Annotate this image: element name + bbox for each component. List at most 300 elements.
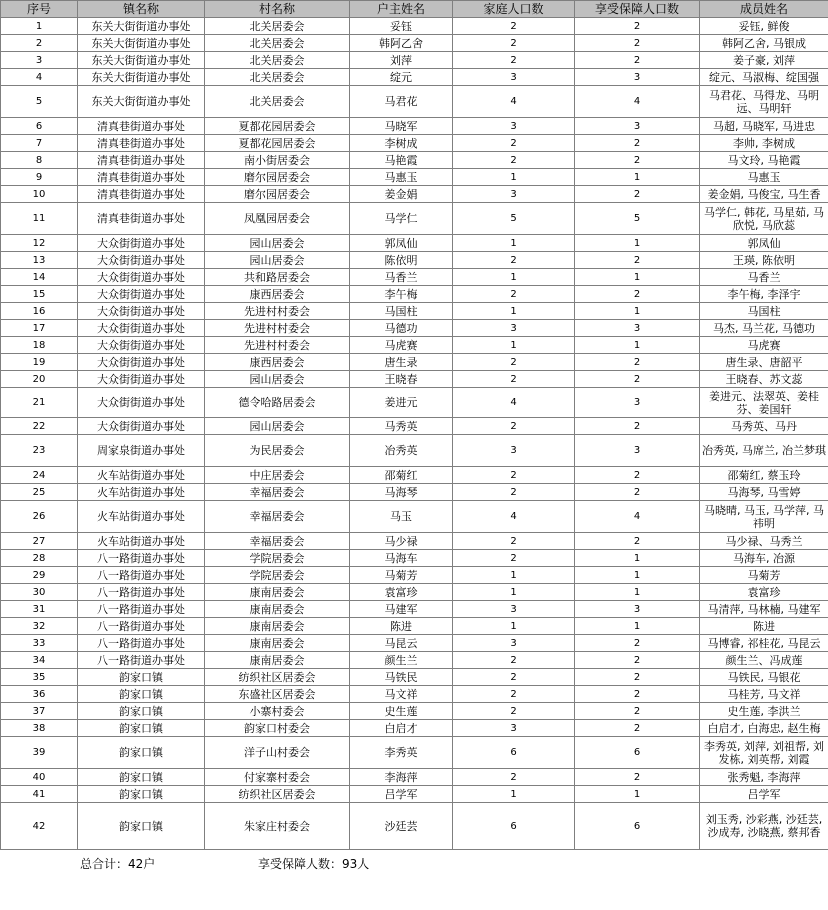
village-name-cell[interactable]: 园山居委会: [205, 252, 350, 269]
family-size-cell[interactable]: 3: [453, 186, 575, 203]
village-name-cell[interactable]: 康南居委会: [205, 601, 350, 618]
village-name-cell[interactable]: 夏都花园居委会: [205, 118, 350, 135]
family-size-cell[interactable]: 2: [453, 371, 575, 388]
family-size-cell[interactable]: 4: [453, 501, 575, 533]
covered-count-cell[interactable]: 2: [575, 52, 700, 69]
member-names-cell[interactable]: 马虎赛: [700, 337, 828, 354]
family-size-cell[interactable]: 2: [453, 52, 575, 69]
covered-count-cell[interactable]: 1: [575, 584, 700, 601]
village-name-cell[interactable]: 南小街居委会: [205, 152, 350, 169]
householder-name-cell[interactable]: 冶秀英: [350, 435, 453, 467]
family-size-cell[interactable]: 2: [453, 652, 575, 669]
town-name-cell[interactable]: 火车站街道办事处: [78, 467, 205, 484]
town-name-cell[interactable]: 东关大街街道办事处: [78, 18, 205, 35]
member-names-cell[interactable]: 马香兰: [700, 269, 828, 286]
covered-count-cell[interactable]: 2: [575, 769, 700, 786]
covered-count-cell[interactable]: 2: [575, 18, 700, 35]
family-size-cell[interactable]: 2: [453, 135, 575, 152]
row-index-cell[interactable]: 19: [1, 354, 78, 371]
town-name-cell[interactable]: 清真巷街道办事处: [78, 203, 205, 235]
town-name-cell[interactable]: 东关大街街道办事处: [78, 52, 205, 69]
row-index-cell[interactable]: 41: [1, 786, 78, 803]
covered-count-cell[interactable]: 5: [575, 203, 700, 235]
member-names-cell[interactable]: 袁富珍: [700, 584, 828, 601]
householder-name-cell[interactable]: 马国柱: [350, 303, 453, 320]
covered-count-cell[interactable]: 2: [575, 186, 700, 203]
village-name-cell[interactable]: 付家寨村委会: [205, 769, 350, 786]
householder-name-cell[interactable]: 马德功: [350, 320, 453, 337]
covered-count-cell[interactable]: 1: [575, 269, 700, 286]
householder-name-cell[interactable]: 颜生兰: [350, 652, 453, 669]
row-index-cell[interactable]: 13: [1, 252, 78, 269]
row-index-cell[interactable]: 40: [1, 769, 78, 786]
covered-count-cell[interactable]: 6: [575, 737, 700, 769]
town-name-cell[interactable]: 韵家口镇: [78, 786, 205, 803]
village-name-cell[interactable]: 康西居委会: [205, 286, 350, 303]
town-name-cell[interactable]: 清真巷街道办事处: [78, 152, 205, 169]
town-name-cell[interactable]: 韵家口镇: [78, 720, 205, 737]
row-index-cell[interactable]: 34: [1, 652, 78, 669]
village-name-cell[interactable]: 幸福居委会: [205, 501, 350, 533]
village-name-cell[interactable]: 纺织社区居委会: [205, 669, 350, 686]
village-name-cell[interactable]: 康南居委会: [205, 584, 350, 601]
town-name-cell[interactable]: 八一路街道办事处: [78, 567, 205, 584]
town-name-cell[interactable]: 韵家口镇: [78, 769, 205, 786]
row-index-cell[interactable]: 20: [1, 371, 78, 388]
village-name-cell[interactable]: 纺织社区居委会: [205, 786, 350, 803]
village-name-cell[interactable]: 为民居委会: [205, 435, 350, 467]
member-names-cell[interactable]: 韩阿乙舍, 马银成: [700, 35, 828, 52]
row-index-cell[interactable]: 23: [1, 435, 78, 467]
village-name-cell[interactable]: 北关居委会: [205, 35, 350, 52]
covered-count-cell[interactable]: 2: [575, 35, 700, 52]
householder-name-cell[interactable]: 史生莲: [350, 703, 453, 720]
town-name-cell[interactable]: 清真巷街道办事处: [78, 169, 205, 186]
family-size-cell[interactable]: 2: [453, 286, 575, 303]
covered-count-cell[interactable]: 1: [575, 786, 700, 803]
householder-name-cell[interactable]: 马海车: [350, 550, 453, 567]
member-names-cell[interactable]: 马国柱: [700, 303, 828, 320]
member-names-cell[interactable]: 吕学军: [700, 786, 828, 803]
town-name-cell[interactable]: 韵家口镇: [78, 803, 205, 850]
row-index-cell[interactable]: 27: [1, 533, 78, 550]
householder-name-cell[interactable]: 马秀英: [350, 418, 453, 435]
member-names-cell[interactable]: 马铁民, 马银花: [700, 669, 828, 686]
householder-name-cell[interactable]: 沙廷芸: [350, 803, 453, 850]
family-size-cell[interactable]: 3: [453, 601, 575, 618]
covered-count-cell[interactable]: 2: [575, 135, 700, 152]
covered-count-cell[interactable]: 2: [575, 354, 700, 371]
row-index-cell[interactable]: 10: [1, 186, 78, 203]
town-name-cell[interactable]: 大众街街道办事处: [78, 320, 205, 337]
row-index-cell[interactable]: 28: [1, 550, 78, 567]
member-names-cell[interactable]: 马杰, 马兰花, 马德功: [700, 320, 828, 337]
covered-count-cell[interactable]: 2: [575, 533, 700, 550]
row-index-cell[interactable]: 18: [1, 337, 78, 354]
town-name-cell[interactable]: 大众街街道办事处: [78, 235, 205, 252]
family-size-cell[interactable]: 3: [453, 69, 575, 86]
village-name-cell[interactable]: 康南居委会: [205, 652, 350, 669]
member-names-cell[interactable]: 史生莲, 李洪兰: [700, 703, 828, 720]
member-names-cell[interactable]: 马菊芳: [700, 567, 828, 584]
row-index-cell[interactable]: 7: [1, 135, 78, 152]
covered-count-cell[interactable]: 3: [575, 435, 700, 467]
householder-name-cell[interactable]: 马虎赛: [350, 337, 453, 354]
householder-name-cell[interactable]: 李树成: [350, 135, 453, 152]
covered-count-cell[interactable]: 4: [575, 86, 700, 118]
village-name-cell[interactable]: 磨尔园居委会: [205, 169, 350, 186]
village-name-cell[interactable]: 学院居委会: [205, 567, 350, 584]
covered-count-cell[interactable]: 3: [575, 388, 700, 418]
member-names-cell[interactable]: 郭凤仙: [700, 235, 828, 252]
row-index-cell[interactable]: 16: [1, 303, 78, 320]
row-index-cell[interactable]: 36: [1, 686, 78, 703]
village-name-cell[interactable]: 德令哈路居委会: [205, 388, 350, 418]
town-name-cell[interactable]: 清真巷街道办事处: [78, 118, 205, 135]
town-name-cell[interactable]: 大众街街道办事处: [78, 388, 205, 418]
village-name-cell[interactable]: 幸福居委会: [205, 484, 350, 501]
village-name-cell[interactable]: 学院居委会: [205, 550, 350, 567]
row-index-cell[interactable]: 38: [1, 720, 78, 737]
row-index-cell[interactable]: 35: [1, 669, 78, 686]
householder-name-cell[interactable]: 马香兰: [350, 269, 453, 286]
member-names-cell[interactable]: 绽元、马淑梅、绽国强: [700, 69, 828, 86]
member-names-cell[interactable]: 陈进: [700, 618, 828, 635]
town-name-cell[interactable]: 八一路街道办事处: [78, 618, 205, 635]
covered-count-cell[interactable]: 2: [575, 669, 700, 686]
village-name-cell[interactable]: 北关居委会: [205, 69, 350, 86]
member-names-cell[interactable]: 邵菊红, 蔡玉玲: [700, 467, 828, 484]
family-size-cell[interactable]: 2: [453, 252, 575, 269]
village-name-cell[interactable]: 园山居委会: [205, 371, 350, 388]
family-size-cell[interactable]: 2: [453, 550, 575, 567]
row-index-cell[interactable]: 1: [1, 18, 78, 35]
family-size-cell[interactable]: 4: [453, 86, 575, 118]
town-name-cell[interactable]: 清真巷街道办事处: [78, 186, 205, 203]
town-name-cell[interactable]: 大众街街道办事处: [78, 286, 205, 303]
covered-count-cell[interactable]: 3: [575, 69, 700, 86]
town-name-cell[interactable]: 大众街街道办事处: [78, 418, 205, 435]
row-index-cell[interactable]: 2: [1, 35, 78, 52]
householder-name-cell[interactable]: 李秀英: [350, 737, 453, 769]
row-index-cell[interactable]: 14: [1, 269, 78, 286]
covered-count-cell[interactable]: 2: [575, 286, 700, 303]
town-name-cell[interactable]: 大众街街道办事处: [78, 252, 205, 269]
town-name-cell[interactable]: 东关大街街道办事处: [78, 86, 205, 118]
householder-name-cell[interactable]: 陈进: [350, 618, 453, 635]
member-names-cell[interactable]: 马海琴, 马雪婷: [700, 484, 828, 501]
householder-name-cell[interactable]: 马文祥: [350, 686, 453, 703]
covered-count-cell[interactable]: 1: [575, 550, 700, 567]
row-index-cell[interactable]: 3: [1, 52, 78, 69]
family-size-cell[interactable]: 2: [453, 769, 575, 786]
town-name-cell[interactable]: 大众街街道办事处: [78, 269, 205, 286]
row-index-cell[interactable]: 11: [1, 203, 78, 235]
village-name-cell[interactable]: 北关居委会: [205, 86, 350, 118]
member-names-cell[interactable]: 马海车, 冶源: [700, 550, 828, 567]
town-name-cell[interactable]: 大众街街道办事处: [78, 337, 205, 354]
member-names-cell[interactable]: 白启才, 白海忠, 赵生梅: [700, 720, 828, 737]
member-names-cell[interactable]: 姜金娟, 马俊宝, 马生香: [700, 186, 828, 203]
row-index-cell[interactable]: 22: [1, 418, 78, 435]
householder-name-cell[interactable]: 姜金娟: [350, 186, 453, 203]
row-index-cell[interactable]: 4: [1, 69, 78, 86]
member-names-cell[interactable]: 刘玉秀, 沙彩燕, 沙廷芸, 沙成寿, 沙晓燕, 蔡邦香: [700, 803, 828, 850]
col-header-town[interactable]: 镇名称: [78, 1, 205, 18]
family-size-cell[interactable]: 3: [453, 720, 575, 737]
covered-count-cell[interactable]: 2: [575, 484, 700, 501]
village-name-cell[interactable]: 洋子山村委会: [205, 737, 350, 769]
householder-name-cell[interactable]: 李海萍: [350, 769, 453, 786]
member-names-cell[interactable]: 马清萍, 马林楠, 马建军: [700, 601, 828, 618]
member-names-cell[interactable]: 颜生兰、冯成莲: [700, 652, 828, 669]
village-name-cell[interactable]: 康南居委会: [205, 635, 350, 652]
col-header-householder[interactable]: 户主姓名: [350, 1, 453, 18]
family-size-cell[interactable]: 1: [453, 303, 575, 320]
member-names-cell[interactable]: 妥钰, 鲜俊: [700, 18, 828, 35]
covered-count-cell[interactable]: 2: [575, 720, 700, 737]
family-size-cell[interactable]: 3: [453, 320, 575, 337]
covered-count-cell[interactable]: 2: [575, 652, 700, 669]
family-size-cell[interactable]: 3: [453, 118, 575, 135]
householder-name-cell[interactable]: 吕学军: [350, 786, 453, 803]
covered-count-cell[interactable]: 2: [575, 467, 700, 484]
householder-name-cell[interactable]: 邵菊红: [350, 467, 453, 484]
row-index-cell[interactable]: 6: [1, 118, 78, 135]
col-header-village[interactable]: 村名称: [205, 1, 350, 18]
covered-count-cell[interactable]: 2: [575, 703, 700, 720]
householder-name-cell[interactable]: 马昆云: [350, 635, 453, 652]
town-name-cell[interactable]: 火车站街道办事处: [78, 501, 205, 533]
householder-name-cell[interactable]: 马菊芳: [350, 567, 453, 584]
householder-name-cell[interactable]: 刘萍: [350, 52, 453, 69]
row-index-cell[interactable]: 31: [1, 601, 78, 618]
col-header-index[interactable]: 序号: [1, 1, 78, 18]
member-names-cell[interactable]: 马惠玉: [700, 169, 828, 186]
col-header-members[interactable]: 成员姓名: [700, 1, 828, 18]
town-name-cell[interactable]: 韵家口镇: [78, 703, 205, 720]
family-size-cell[interactable]: 6: [453, 803, 575, 850]
row-index-cell[interactable]: 9: [1, 169, 78, 186]
householder-name-cell[interactable]: 唐生录: [350, 354, 453, 371]
row-index-cell[interactable]: 8: [1, 152, 78, 169]
family-size-cell[interactable]: 2: [453, 484, 575, 501]
family-size-cell[interactable]: 2: [453, 686, 575, 703]
householder-name-cell[interactable]: 绽元: [350, 69, 453, 86]
family-size-cell[interactable]: 1: [453, 786, 575, 803]
family-size-cell[interactable]: 1: [453, 235, 575, 252]
member-names-cell[interactable]: 马少禄、马秀兰: [700, 533, 828, 550]
householder-name-cell[interactable]: 马晓军: [350, 118, 453, 135]
householder-name-cell[interactable]: 马建军: [350, 601, 453, 618]
town-name-cell[interactable]: 韵家口镇: [78, 737, 205, 769]
village-name-cell[interactable]: 凤凰园居委会: [205, 203, 350, 235]
covered-count-cell[interactable]: 4: [575, 501, 700, 533]
family-size-cell[interactable]: 2: [453, 467, 575, 484]
covered-count-cell[interactable]: 1: [575, 567, 700, 584]
covered-count-cell[interactable]: 1: [575, 235, 700, 252]
householder-name-cell[interactable]: 马艳霞: [350, 152, 453, 169]
town-name-cell[interactable]: 大众街街道办事处: [78, 303, 205, 320]
family-size-cell[interactable]: 2: [453, 18, 575, 35]
householder-name-cell[interactable]: 马海琴: [350, 484, 453, 501]
town-name-cell[interactable]: 周家泉街道办事处: [78, 435, 205, 467]
town-name-cell[interactable]: 韵家口镇: [78, 669, 205, 686]
town-name-cell[interactable]: 八一路街道办事处: [78, 584, 205, 601]
member-names-cell[interactable]: 冶秀英, 马席兰, 冶兰梦琪: [700, 435, 828, 467]
covered-count-cell[interactable]: 2: [575, 152, 700, 169]
member-names-cell[interactable]: 李秀英, 刘萍, 刘祖帮, 刘发栋, 刘英帮, 刘霞: [700, 737, 828, 769]
family-size-cell[interactable]: 5: [453, 203, 575, 235]
family-size-cell[interactable]: 2: [453, 152, 575, 169]
village-name-cell[interactable]: 共和路居委会: [205, 269, 350, 286]
town-name-cell[interactable]: 八一路街道办事处: [78, 550, 205, 567]
village-name-cell[interactable]: 东盛社区居委会: [205, 686, 350, 703]
covered-count-cell[interactable]: 2: [575, 252, 700, 269]
householder-name-cell[interactable]: 姜进元: [350, 388, 453, 418]
row-index-cell[interactable]: 26: [1, 501, 78, 533]
row-index-cell[interactable]: 39: [1, 737, 78, 769]
covered-count-cell[interactable]: 1: [575, 337, 700, 354]
family-size-cell[interactable]: 1: [453, 584, 575, 601]
village-name-cell[interactable]: 北关居委会: [205, 18, 350, 35]
row-index-cell[interactable]: 25: [1, 484, 78, 501]
town-name-cell[interactable]: 东关大街街道办事处: [78, 35, 205, 52]
row-index-cell[interactable]: 32: [1, 618, 78, 635]
family-size-cell[interactable]: 1: [453, 337, 575, 354]
village-name-cell[interactable]: 小寨村委会: [205, 703, 350, 720]
family-size-cell[interactable]: 3: [453, 635, 575, 652]
village-name-cell[interactable]: 先进村村委会: [205, 320, 350, 337]
village-name-cell[interactable]: 北关居委会: [205, 52, 350, 69]
family-size-cell[interactable]: 2: [453, 703, 575, 720]
row-index-cell[interactable]: 21: [1, 388, 78, 418]
householder-name-cell[interactable]: 陈依明: [350, 252, 453, 269]
member-names-cell[interactable]: 马君花、马得龙、马明远、马明轩: [700, 86, 828, 118]
family-size-cell[interactable]: 2: [453, 354, 575, 371]
town-name-cell[interactable]: 八一路街道办事处: [78, 652, 205, 669]
village-name-cell[interactable]: 康西居委会: [205, 354, 350, 371]
family-size-cell[interactable]: 1: [453, 618, 575, 635]
village-name-cell[interactable]: 磨尔园居委会: [205, 186, 350, 203]
member-names-cell[interactable]: 李午梅, 李泽宇: [700, 286, 828, 303]
covered-count-cell[interactable]: 2: [575, 686, 700, 703]
householder-name-cell[interactable]: 郭凤仙: [350, 235, 453, 252]
village-name-cell[interactable]: 康南居委会: [205, 618, 350, 635]
covered-count-cell[interactable]: 3: [575, 601, 700, 618]
family-size-cell[interactable]: 1: [453, 567, 575, 584]
householder-name-cell[interactable]: 马铁民: [350, 669, 453, 686]
member-names-cell[interactable]: 马秀英、马丹: [700, 418, 828, 435]
row-index-cell[interactable]: 29: [1, 567, 78, 584]
member-names-cell[interactable]: 马学仁, 韩花, 马星茹, 马欣悦, 马欣蕊: [700, 203, 828, 235]
member-names-cell[interactable]: 姜进元、法翠英、姜桂芬、姜国轩: [700, 388, 828, 418]
member-names-cell[interactable]: 王瑛, 陈依明: [700, 252, 828, 269]
member-names-cell[interactable]: 马文玲, 马艳霞: [700, 152, 828, 169]
row-index-cell[interactable]: 37: [1, 703, 78, 720]
householder-name-cell[interactable]: 袁富珍: [350, 584, 453, 601]
row-index-cell[interactable]: 42: [1, 803, 78, 850]
col-header-family-size[interactable]: 家庭人口数: [453, 1, 575, 18]
covered-count-cell[interactable]: 2: [575, 635, 700, 652]
row-index-cell[interactable]: 33: [1, 635, 78, 652]
family-size-cell[interactable]: 6: [453, 737, 575, 769]
town-name-cell[interactable]: 八一路街道办事处: [78, 635, 205, 652]
covered-count-cell[interactable]: 1: [575, 169, 700, 186]
village-name-cell[interactable]: 夏都花园居委会: [205, 135, 350, 152]
col-header-covered-count[interactable]: 享受保障人口数: [575, 1, 700, 18]
village-name-cell[interactable]: 先进村村委会: [205, 337, 350, 354]
town-name-cell[interactable]: 火车站街道办事处: [78, 484, 205, 501]
householder-name-cell[interactable]: 韩阿乙舍: [350, 35, 453, 52]
village-name-cell[interactable]: 幸福居委会: [205, 533, 350, 550]
village-name-cell[interactable]: 朱家庄村委会: [205, 803, 350, 850]
town-name-cell[interactable]: 韵家口镇: [78, 686, 205, 703]
row-index-cell[interactable]: 12: [1, 235, 78, 252]
covered-count-cell[interactable]: 6: [575, 803, 700, 850]
village-name-cell[interactable]: 韵家口村委会: [205, 720, 350, 737]
covered-count-cell[interactable]: 2: [575, 418, 700, 435]
row-index-cell[interactable]: 17: [1, 320, 78, 337]
town-name-cell[interactable]: 火车站街道办事处: [78, 533, 205, 550]
family-size-cell[interactable]: 1: [453, 269, 575, 286]
householder-name-cell[interactable]: 马学仁: [350, 203, 453, 235]
householder-name-cell[interactable]: 马少禄: [350, 533, 453, 550]
family-size-cell[interactable]: 1: [453, 169, 575, 186]
member-names-cell[interactable]: 王晓春、苏文蕊: [700, 371, 828, 388]
householder-name-cell[interactable]: 妥钰: [350, 18, 453, 35]
covered-count-cell[interactable]: 1: [575, 618, 700, 635]
householder-name-cell[interactable]: 马玉: [350, 501, 453, 533]
family-size-cell[interactable]: 2: [453, 669, 575, 686]
family-size-cell[interactable]: 2: [453, 35, 575, 52]
village-name-cell[interactable]: 园山居委会: [205, 418, 350, 435]
village-name-cell[interactable]: 园山居委会: [205, 235, 350, 252]
covered-count-cell[interactable]: 3: [575, 320, 700, 337]
row-index-cell[interactable]: 5: [1, 86, 78, 118]
member-names-cell[interactable]: 马博睿, 祁桂花, 马昆云: [700, 635, 828, 652]
householder-name-cell[interactable]: 马君花: [350, 86, 453, 118]
householder-name-cell[interactable]: 白启才: [350, 720, 453, 737]
row-index-cell[interactable]: 24: [1, 467, 78, 484]
member-names-cell[interactable]: 李帅, 李树成: [700, 135, 828, 152]
row-index-cell[interactable]: 30: [1, 584, 78, 601]
family-size-cell[interactable]: 2: [453, 533, 575, 550]
member-names-cell[interactable]: 马桂芳, 马文祥: [700, 686, 828, 703]
village-name-cell[interactable]: 先进村村委会: [205, 303, 350, 320]
family-size-cell[interactable]: 4: [453, 388, 575, 418]
covered-count-cell[interactable]: 3: [575, 118, 700, 135]
town-name-cell[interactable]: 大众街街道办事处: [78, 371, 205, 388]
householder-name-cell[interactable]: 王晓春: [350, 371, 453, 388]
member-names-cell[interactable]: 马晓晴, 马玉, 马学萍, 马祎明: [700, 501, 828, 533]
town-name-cell[interactable]: 清真巷街道办事处: [78, 135, 205, 152]
row-index-cell[interactable]: 15: [1, 286, 78, 303]
village-name-cell[interactable]: 中庄居委会: [205, 467, 350, 484]
town-name-cell[interactable]: 东关大街街道办事处: [78, 69, 205, 86]
member-names-cell[interactable]: 马超, 马晓军, 马进忠: [700, 118, 828, 135]
householder-name-cell[interactable]: 马惠玉: [350, 169, 453, 186]
member-names-cell[interactable]: 唐生录、唐韶平: [700, 354, 828, 371]
town-name-cell[interactable]: 八一路街道办事处: [78, 601, 205, 618]
member-names-cell[interactable]: 张秀魁, 李海萍: [700, 769, 828, 786]
covered-count-cell[interactable]: 1: [575, 303, 700, 320]
family-size-cell[interactable]: 2: [453, 418, 575, 435]
member-names-cell[interactable]: 姜子豪, 刘萍: [700, 52, 828, 69]
town-name-cell[interactable]: 大众街街道办事处: [78, 354, 205, 371]
householder-name-cell[interactable]: 李午梅: [350, 286, 453, 303]
family-size-cell[interactable]: 3: [453, 435, 575, 467]
